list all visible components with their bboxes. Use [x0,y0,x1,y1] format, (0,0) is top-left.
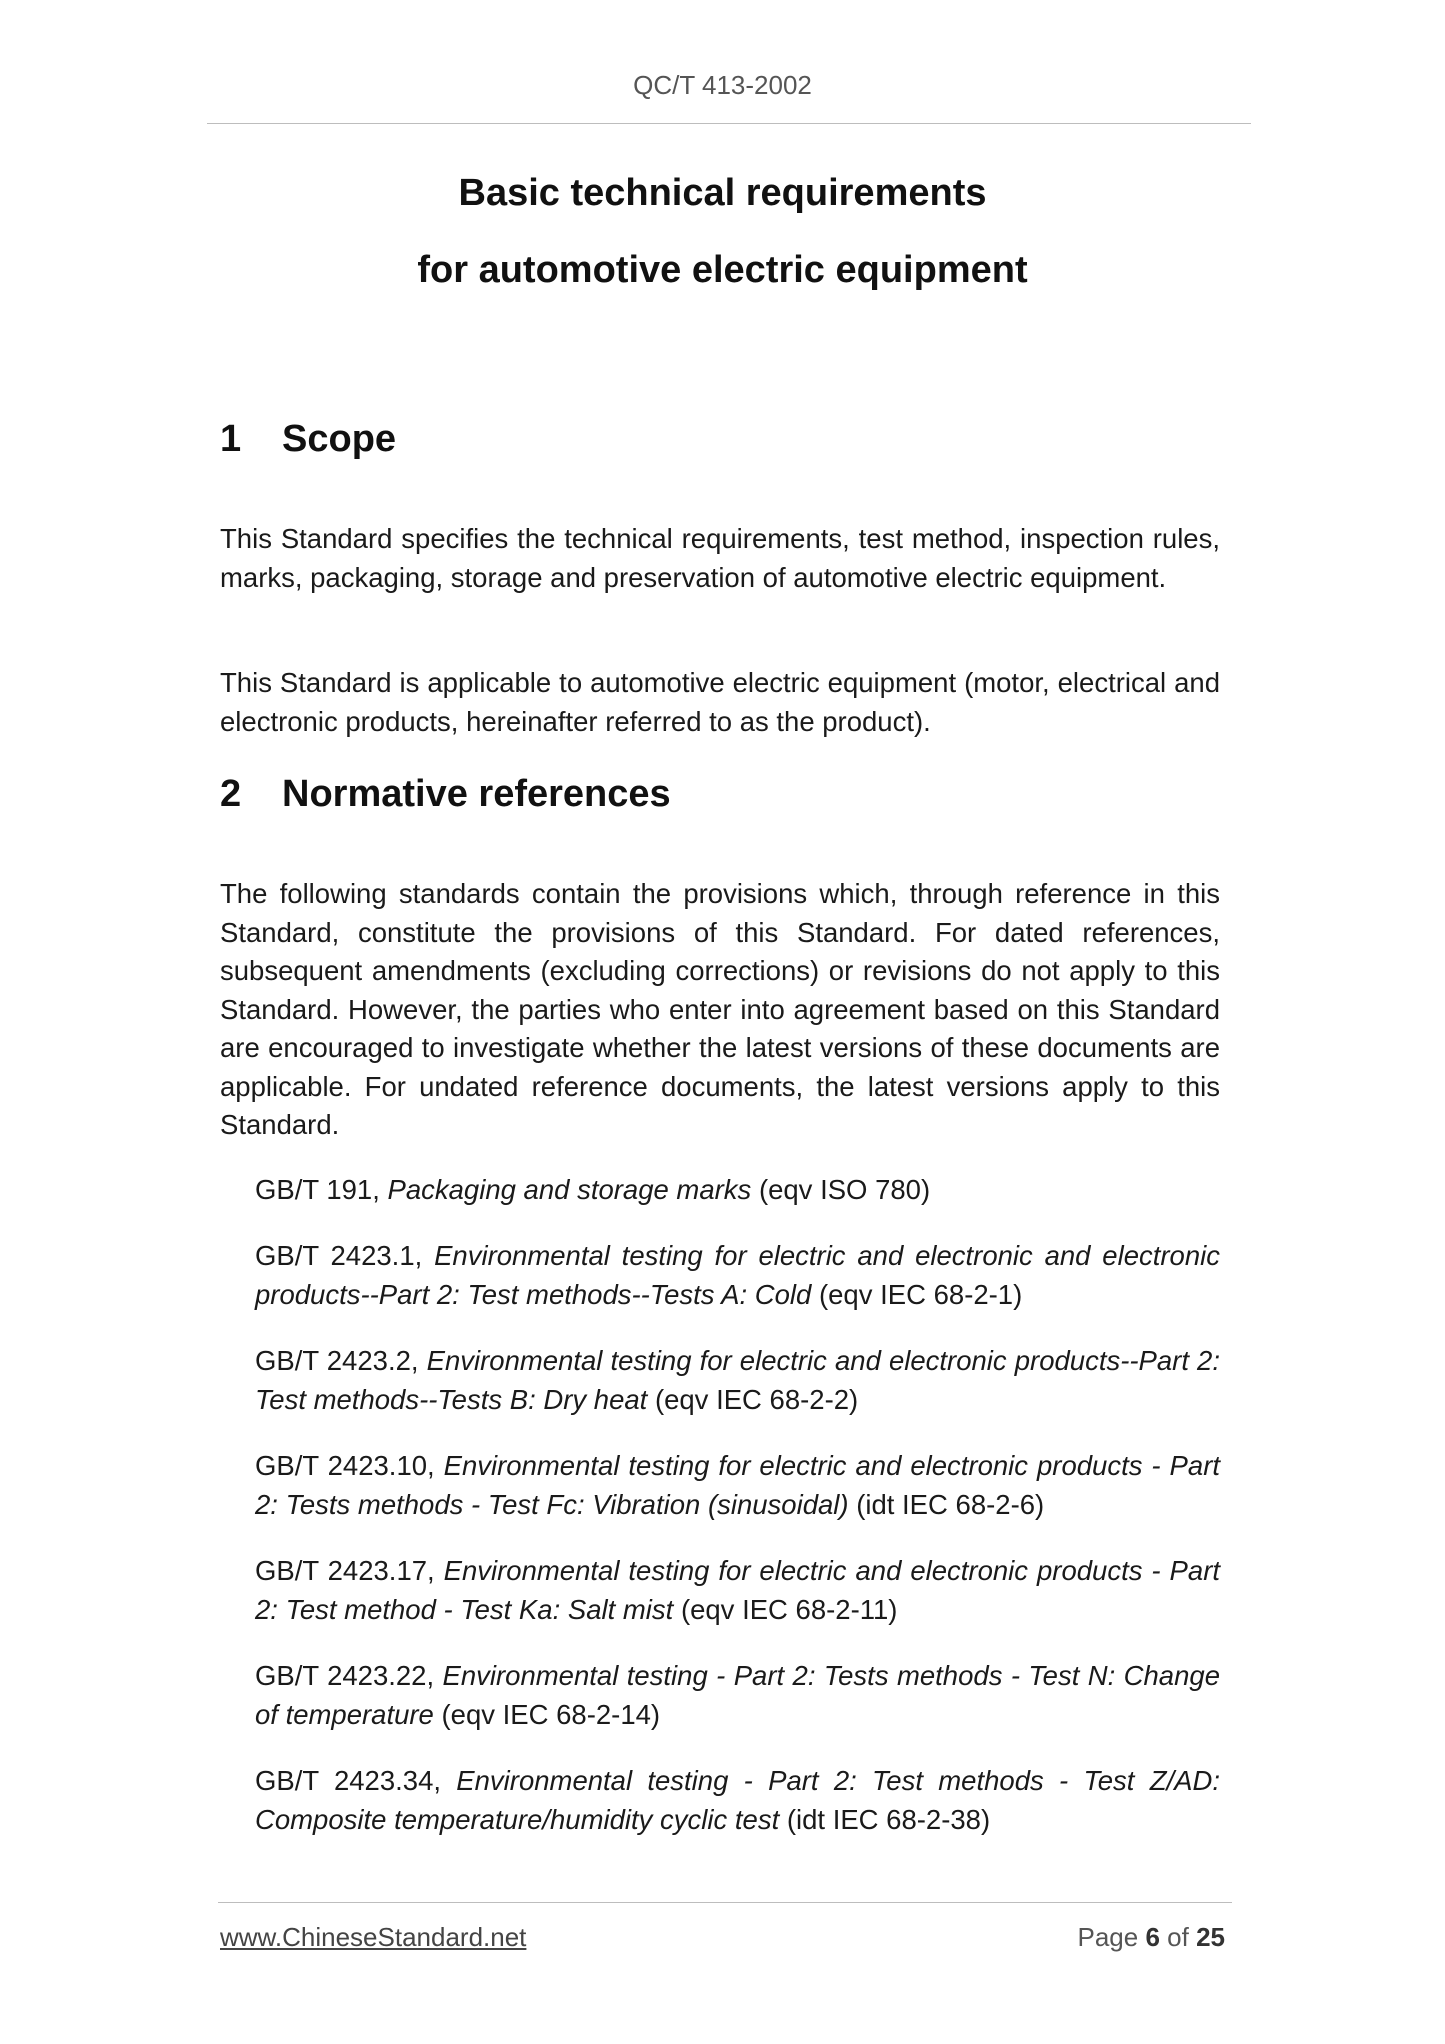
page-total: 25 [1196,1922,1225,1952]
document-title-line-1: Basic technical requirements [458,172,987,214]
reference-equivalence: (eqv IEC 68-2-14) [441,1698,661,1730]
reference-equivalence: (idt IEC 68-2-6) [856,1488,1045,1520]
reference-equivalence: (idt IEC 68-2-38) [786,1803,991,1835]
reference-item [255,1657,1220,1734]
reference-equivalence: (eqv IEC 68-2-11) [680,1593,898,1625]
reference-item [255,1342,1220,1419]
reference-item [255,1237,1220,1314]
reference-item [255,1171,1220,1210]
document-code: QC/T 413-2002 [633,70,812,100]
reference-code: GB/T 2423.34, [255,1765,442,1796]
reference-title: Environmental testing - Part 2: Tests methods - Test N: Change of temperature [255,1660,1220,1730]
reference-equivalence: (eqv ISO 780) [758,1174,931,1205]
scope-paragraph-1: This Standard specifies the technical requirements, test method, inspection rules, marks, packaging, storage and preservation of automotive electric equipment. [220,523,1220,593]
reference-code: GB/T 2423.22, [255,1660,435,1691]
reference-title: Environmental testing - Part 2: Test methods - Test Z/AD: Composite temperature/humidity cyclic test [255,1765,1220,1835]
section-heading-normative-references [220,773,671,816]
reference-title: Environmental testing for electric and electronic and electronic products--Part 2: Test methods--Tests A: Cold [255,1240,1220,1310]
section-title: Normative references [282,773,671,815]
reference-code: GB/T 2423.1, [255,1240,423,1271]
section-number: 1 [220,418,242,460]
normative-references-paragraph: The following standards contain the provisions which, through reference in this Standard, constitute the provisions of this Standard. For dated references, subsequent amendments (excluding corrections) or revisions do not apply to this Standard. However, the parties who enter into agreement based on this Standard are encouraged to investigate whether the latest versions of these documents are applicable. For undated reference documents, the latest versions apply to this Standard. [220,878,1220,1140]
reference-item [255,1552,1220,1629]
page-label: Page [1077,1922,1139,1952]
footer-divider [218,1902,1232,1903]
reference-title: Environmental testing for electric and electronic products - Part 2: Test method - Test Ka: Salt mist [255,1555,1220,1625]
reference-title: Environmental testing for electric and electronic products - Part 2: Tests methods - Test Fc: Vibration (sinusoidal) [255,1450,1220,1520]
section-number: 2 [220,773,242,815]
website-link[interactable]: www.ChineseStandard.net [220,1922,527,1952]
section-title: Scope [282,418,397,460]
document-title-line-2: for automotive electric equipment [417,249,1028,291]
reference-code: GB/T 2423.10, [255,1450,435,1481]
page-current: 6 [1145,1922,1160,1952]
reference-code: GB/T 2423.2, [255,1345,419,1376]
page-of: of [1167,1922,1189,1952]
reference-code: GB/T 191, [255,1174,380,1205]
reference-item [255,1447,1220,1524]
reference-title: Environmental testing for electric and electronic products--Part 2: Test methods--Tests B: Dry heat [255,1345,1220,1415]
reference-equivalence: (eqv IEC 68-2-2) [654,1383,859,1415]
page-number [1077,1922,1225,1953]
reference-equivalence: (eqv IEC 68-2-1) [818,1278,1023,1310]
reference-item [255,1762,1220,1839]
reference-code: GB/T 2423.17, [255,1555,435,1586]
reference-title: Packaging and storage marks [387,1174,752,1205]
section-heading-scope [220,418,396,461]
scope-paragraph-2: This Standard is applicable to automotive electric equipment (motor, electrical and electronic products, hereinafter referred to as the product). [220,667,1220,737]
header-divider [207,123,1251,124]
